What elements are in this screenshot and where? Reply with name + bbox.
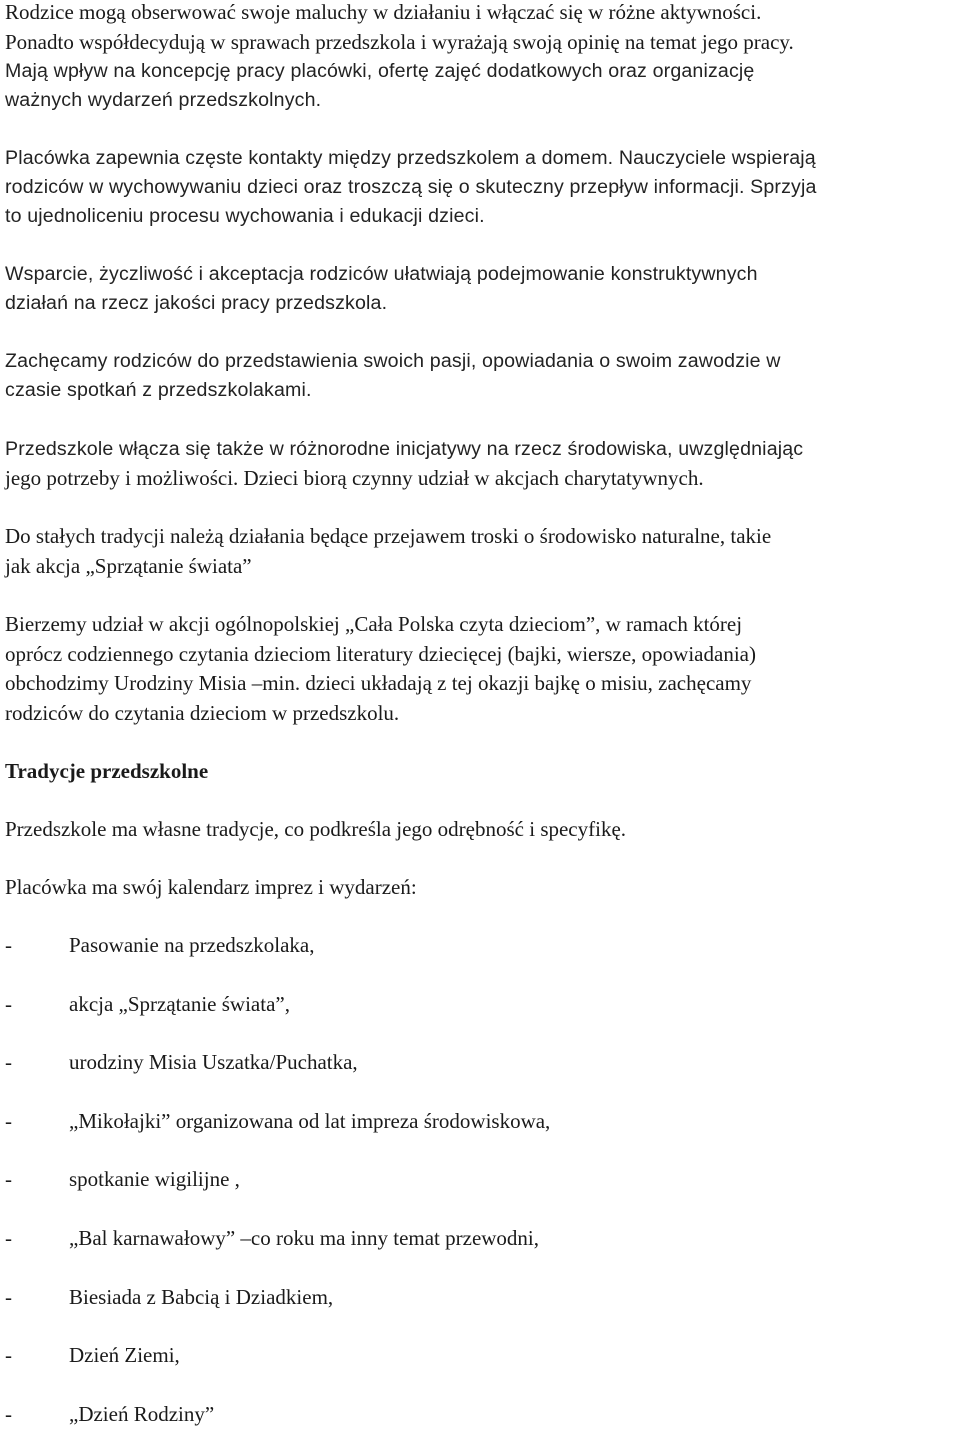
list-item-text: spotkanie wigilijne , [69, 1167, 240, 1191]
traditions-intro: Przedszkole ma własne tradycje, co podkreśla jego odrębność i specyfikę. [5, 817, 627, 841]
list-bullet: - [5, 1167, 12, 1191]
list-bullet: - [5, 992, 12, 1016]
section-heading: Tradycje przedszkolne [5, 759, 209, 783]
list-item-text: Dzień Ziemi, [69, 1343, 180, 1367]
paragraph-1-line-4: ważnych wydarzeń przedszkolnych. [5, 89, 322, 111]
paragraph-3-line-1: Wsparcie, życzliwość i akceptacja rodziców ułatwiają podejmowanie konstruktywnych [5, 263, 758, 285]
list-item-text: Biesiada z Babcią i Dziadkiem, [69, 1285, 334, 1309]
list-bullet: - [5, 1226, 12, 1250]
list-item-text: urodziny Misia Uszatka/Puchatka, [69, 1050, 358, 1074]
list-bullet: - [5, 1402, 12, 1426]
paragraph-7-line-4: rodziców do czytania dzieciom w przedszkolu. [5, 701, 400, 725]
list-bullet: - [5, 1343, 12, 1367]
paragraph-4-line-2: czasie spotkań z przedszkolakami. [5, 379, 312, 401]
paragraph-5-line-2: jego potrzeby i możliwości. Dzieci biorą czynny udział w akcjach charytatywnych. [5, 466, 704, 490]
paragraph-2-line-3: to ujednoliceniu procesu wychowania i edukacji dzieci. [5, 205, 485, 227]
list-bullet: - [5, 1050, 12, 1074]
list-item-text: akcja „Sprzątanie świata”, [69, 992, 290, 1016]
list-bullet: - [5, 1109, 12, 1133]
list-bullet: - [5, 1285, 12, 1309]
paragraph-2-line-2: rodziców w wychowywaniu dzieci oraz troszczą się o skuteczny przepływ informacji. Sprzyja [5, 176, 817, 198]
paragraph-5-line-1: Przedszkole włącza się także w różnorodne inicjatywy na rzecz środowiska, uwzględniając [5, 438, 804, 460]
paragraph-1-line-3: Mają wpływ na koncepcję pracy placówki, ofertę zajęć dodatkowych oraz organizację [5, 60, 755, 82]
list-item-text: „Dzień Rodziny” [69, 1402, 215, 1426]
paragraph-7-line-2: oprócz codziennego czytania dzieciom literatury dziecięcej (bajki, wiersze, opowiadania) [5, 642, 756, 666]
calendar-intro: Placówka ma swój kalendarz imprez i wydarzeń: [5, 875, 417, 899]
paragraph-4-line-1: Zachęcamy rodziców do przedstawienia swoich pasji, opowiadania o swoim zawodzie w [5, 350, 781, 372]
paragraph-6-line-2: jak akcja „Sprzątanie świata” [5, 554, 252, 578]
paragraph-1-line-1: Rodzice mogą obserwować swoje maluchy w działaniu i włączać się w różne aktywności. [5, 0, 762, 24]
paragraph-7-line-3: obchodzimy Urodziny Misia –min. dzieci układają z tej okazji bajkę o misiu, zachęcamy [5, 671, 752, 695]
list-bullet: - [5, 933, 12, 957]
list-item-text: Pasowanie na przedszkolaka, [69, 933, 315, 957]
paragraph-7-line-1: Bierzemy udział w akcji ogólnopolskiej „Cała Polska czyta dzieciom”, w ramach której [5, 612, 743, 636]
paragraph-3-line-2: działań na rzecz jakości pracy przedszkola. [5, 292, 388, 314]
list-item-text: „Bal karnawałowy” –co roku ma inny temat przewodni, [69, 1226, 540, 1250]
paragraph-6-line-1: Do stałych tradycji należą działania będące przejawem troski o środowisko naturalne, takie [5, 524, 772, 548]
paragraph-2-line-1: Placówka zapewnia częste kontakty między przedszkolem a domem. Nauczyciele wspierają [5, 147, 816, 169]
paragraph-1-line-2: Ponadto współdecydują w sprawach przedszkola i wyrażają swoją opinię na temat jego pracy. [5, 30, 794, 54]
list-item-text: „Mikołajki” organizowana od lat impreza środowiskowa, [69, 1109, 551, 1133]
